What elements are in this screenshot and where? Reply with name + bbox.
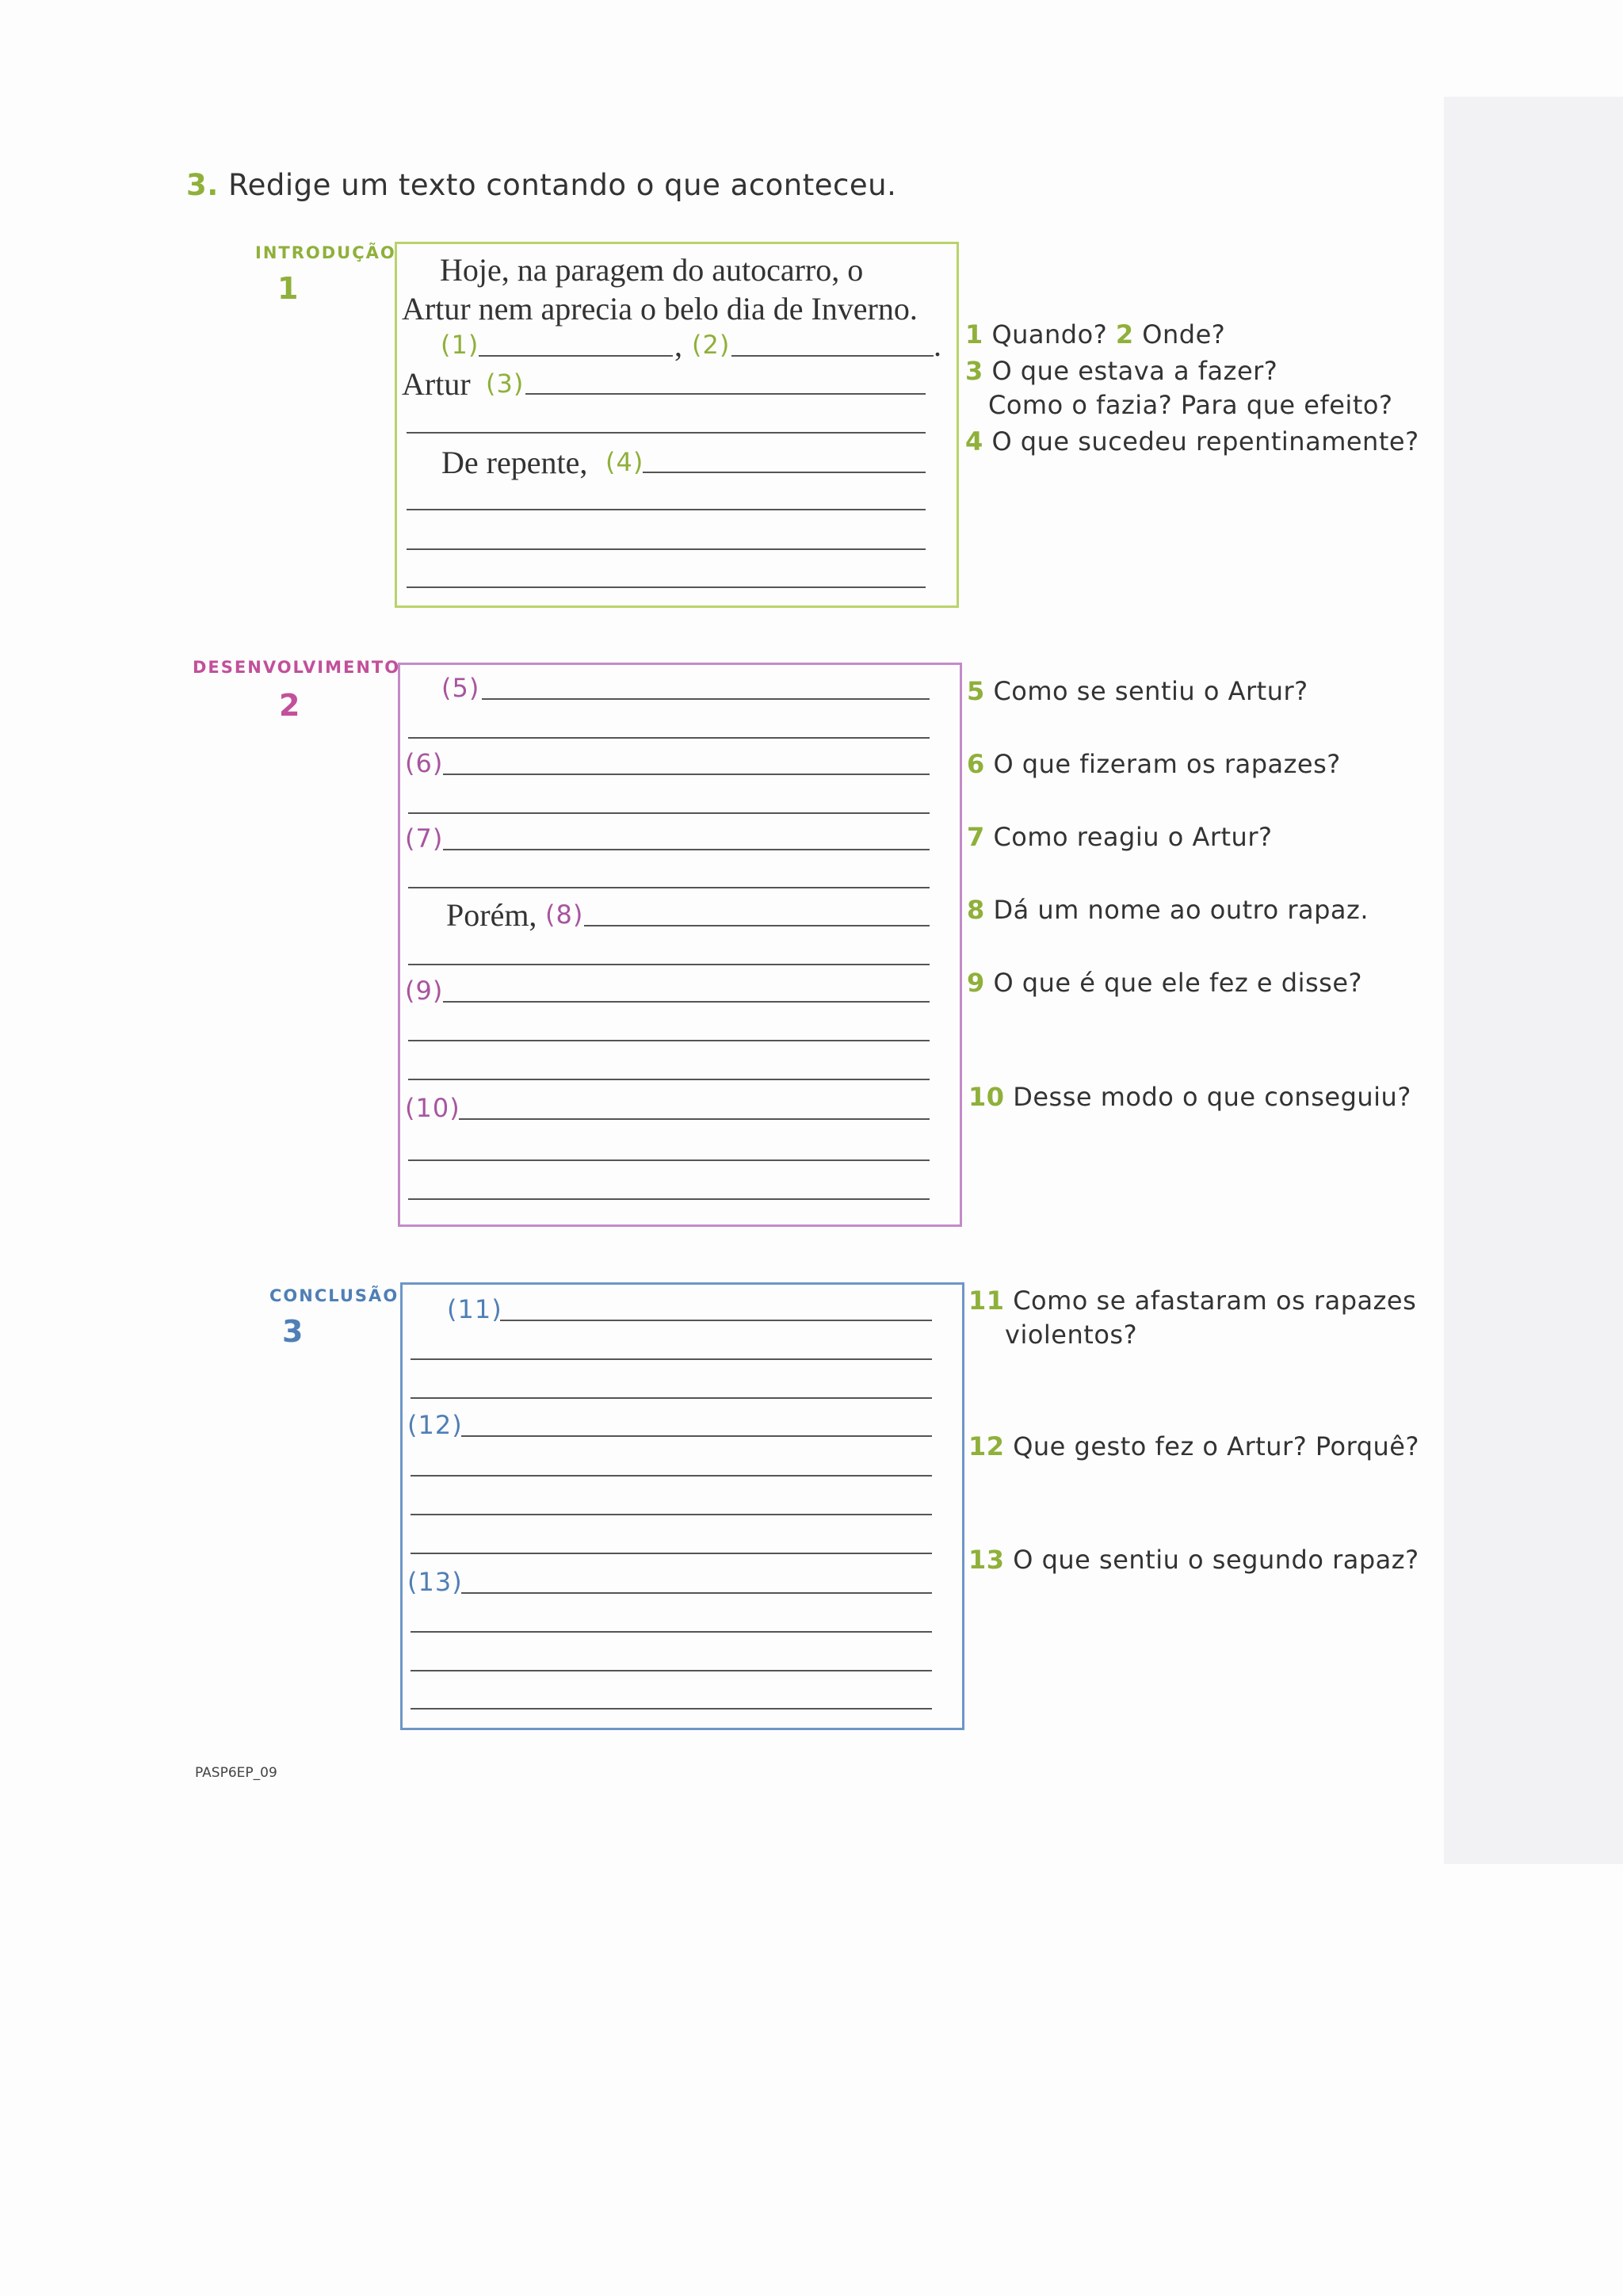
answer-line-5b[interactable]	[408, 737, 930, 739]
answer-line-5[interactable]	[482, 698, 930, 700]
answer-line-10[interactable]	[459, 1118, 930, 1120]
period: .	[934, 327, 941, 363]
marker-6: (6)	[405, 748, 444, 778]
marker-1: (1)	[441, 330, 479, 360]
hint-3-continued: Como o fazia? Para que efeito?	[988, 390, 1393, 420]
answer-line-7[interactable]	[443, 849, 930, 850]
answer-line-8[interactable]	[584, 925, 930, 926]
intro-sentence-2: Artur nem aprecia o belo dia de Inverno.	[402, 291, 918, 327]
answer-line-13c[interactable]	[411, 1670, 932, 1671]
answer-line-1[interactable]	[479, 355, 673, 357]
answer-line-4c[interactable]	[407, 548, 926, 550]
hint-4: 4 O que sucedeu repentinamente?	[965, 426, 1419, 457]
answer-line-12b[interactable]	[411, 1475, 932, 1477]
answer-line-12c[interactable]	[411, 1514, 932, 1515]
answer-line-11[interactable]	[500, 1320, 932, 1321]
hint-12: 12 Que gesto fez o Artur? Porquê?	[968, 1431, 1419, 1461]
answer-line-6[interactable]	[443, 774, 930, 775]
answer-line-9c[interactable]	[408, 1079, 930, 1080]
hint-5: 5 Como se sentiu o Artur?	[967, 676, 1308, 706]
answer-line-8b[interactable]	[408, 964, 930, 965]
answer-line-9[interactable]	[443, 1001, 930, 1003]
marker-7: (7)	[405, 823, 444, 854]
answer-line-3b[interactable]	[407, 432, 926, 434]
section-label-intro: INTRODUÇÃO	[255, 243, 396, 262]
answer-line-2[interactable]	[731, 355, 934, 357]
porem-word: Porém,	[446, 897, 537, 933]
hint-8: 8 Dá um nome ao outro rapaz.	[967, 895, 1369, 925]
marker-5: (5)	[441, 673, 480, 703]
hint-11: 11 Como se afastaram os rapazes	[968, 1286, 1417, 1316]
hint-13: 13 O que sentiu o segundo rapaz?	[968, 1545, 1419, 1575]
answer-line-11c[interactable]	[411, 1397, 932, 1399]
hint-10: 10 Desse modo o que conseguiu?	[968, 1082, 1411, 1112]
answer-line-12[interactable]	[461, 1435, 932, 1437]
answer-line-13d[interactable]	[411, 1708, 932, 1710]
marker-11: (11)	[447, 1294, 502, 1324]
marker-12: (12)	[407, 1410, 463, 1440]
section-number-conc: 3	[282, 1314, 304, 1349]
marker-4: (4)	[605, 447, 644, 477]
dev-writing-box	[398, 663, 962, 1227]
intro-writing-box	[395, 242, 959, 608]
answer-line-4b[interactable]	[407, 509, 926, 510]
answer-line-13b[interactable]	[411, 1631, 932, 1633]
section-label-conc: CONCLUSÃO	[269, 1286, 399, 1305]
conc-writing-box	[400, 1282, 964, 1730]
answer-line-12d[interactable]	[411, 1553, 932, 1554]
answer-line-13[interactable]	[461, 1592, 932, 1594]
artur-word: Artur	[402, 366, 471, 402]
hint-7: 7 Como reagiu o Artur?	[967, 822, 1273, 852]
task-number: 3.	[186, 168, 219, 202]
answer-line-11b[interactable]	[411, 1358, 932, 1360]
marker-9: (9)	[405, 976, 444, 1006]
comma: ,	[674, 327, 682, 363]
hint-9: 9 O que é que ele fez e disse?	[967, 968, 1362, 998]
answer-line-10b[interactable]	[408, 1159, 930, 1161]
hint-1-2: 1 Quando? 2 Onde?	[965, 319, 1226, 350]
hint-11-continued: violentos?	[1005, 1320, 1138, 1350]
hint-3: 3 O que estava a fazer?	[965, 356, 1278, 386]
marker-3: (3)	[486, 369, 525, 399]
footer-code: PASP6EP_09	[195, 1765, 277, 1781]
hint-6: 6 O que fizeram os rapazes?	[967, 749, 1341, 779]
marker-8: (8)	[545, 900, 584, 930]
answer-line-7b[interactable]	[408, 887, 930, 888]
intro-sentence-1: Hoje, na paragem do autocarro, o	[440, 252, 864, 288]
answer-line-10c[interactable]	[408, 1198, 930, 1200]
marker-13: (13)	[407, 1567, 463, 1597]
answer-line-9b[interactable]	[408, 1040, 930, 1041]
marker-10: (10)	[405, 1093, 460, 1123]
scan-edge-shade	[1444, 97, 1623, 1864]
de-repente: De repente,	[441, 445, 588, 480]
section-number-dev: 2	[279, 688, 300, 723]
marker-2: (2)	[692, 330, 731, 360]
task-instruction: Redige um texto contando o que aconteceu.	[228, 168, 897, 202]
answer-line-4[interactable]	[643, 472, 926, 473]
answer-line-4d[interactable]	[407, 586, 926, 588]
task-heading	[186, 168, 896, 202]
section-label-dev: DESENVOLVIMENTO	[193, 658, 401, 677]
answer-line-6b[interactable]	[408, 812, 930, 814]
answer-line-3[interactable]	[525, 393, 926, 395]
section-number-intro: 1	[277, 271, 299, 306]
